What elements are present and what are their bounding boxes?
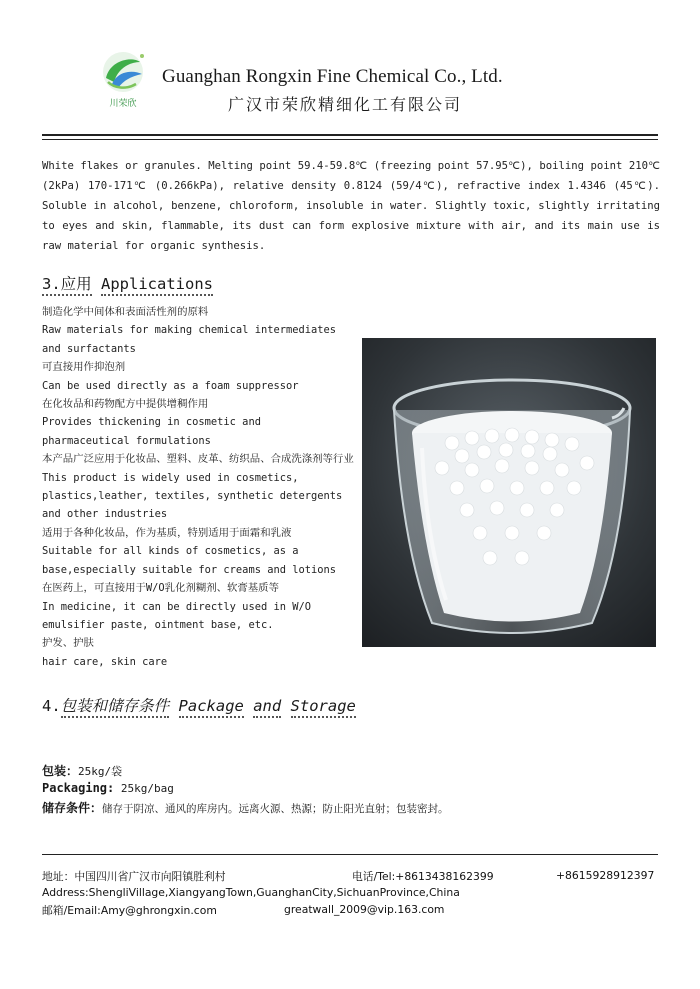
company-name-zh: 广汉市荣欣精细化工有限公司 [228, 97, 463, 114]
packaging-zh [42, 762, 122, 779]
packaging-en [42, 781, 174, 795]
footer-phone-2: +8615928912397 [556, 869, 655, 882]
section-4-title-zh: 包装和储存条件 [61, 697, 170, 718]
application-line: In medicine, it can be directly used in W/O emulsifier paste, ointment base, etc. [42, 600, 311, 631]
application-line: 适用于各种化妆品，作为基质，特别适用于面霜和乳液 [42, 526, 292, 539]
header-divider [42, 134, 658, 136]
packaging-en-label: Packaging: [42, 781, 115, 795]
applications-list [42, 303, 354, 671]
packaging-zh-label: 包装： [42, 764, 79, 778]
footer-address-zh: 地址：中国四川省广汉市向阳镇胜利村 [42, 870, 226, 883]
application-line: 在化妆品和药物配方中提供增稠作用 [42, 398, 209, 411]
product-beaker-photo [362, 338, 656, 647]
footer-email[interactable]: 邮箱/Email:Amy@ghrongxin.com [42, 904, 217, 917]
header-divider-thin [42, 139, 658, 140]
section-4-heading [42, 694, 356, 716]
application-line: 制造化学中间体和表面活性剂的原料 [42, 306, 209, 318]
product-description: White flakes or granules. Melting point 59.4-59.8℃ (freezing point 57.95℃), boiling point 210℃ (2kPa) 170-171℃ (0.266kPa), relative density 0.8124 (59/4℃), refractive index 1.4346 (45℃). Soluble in alcohol, benzene, chloroform, insoluble in water. Slightly toxic, slightly irritating to eyes and skin, flammable, its dust can form explosive mixture with air, and its main use is raw material for organic synthesis. [42, 160, 660, 252]
section-4-title-en-1: Package [179, 697, 244, 718]
storage-label: 储存条件： [42, 801, 103, 815]
storage-conditions [42, 799, 449, 816]
application-line: 护发、护肤 [42, 637, 94, 650]
footer-email-2[interactable]: greatwall_2009@vip.163.com [284, 903, 445, 916]
section-4-title-en-3: Storage [291, 697, 356, 718]
packaging-en-value: 25kg/bag [120, 782, 174, 795]
footer-address-en: Address:ShengliVillage,XiangyangTown,GuanghanCity,SichuanProvince,China [42, 886, 460, 899]
application-line: 可直接用作抑泡剂 [42, 361, 126, 374]
footer-phone: 电话/Tel:+8613438162399 [352, 870, 494, 883]
section-4-title-en-2: and [253, 697, 281, 718]
section-3-heading [42, 272, 213, 294]
packaging-zh-value: 25kg/袋 [78, 765, 123, 778]
storage-value: 储存于阴凉、通风的库房内。远离火源、热源；防止阳光直射；包装密封。 [102, 803, 449, 815]
application-line: hair care, skin care [42, 655, 168, 668]
logo-text: 川荣欣 [109, 99, 137, 109]
company-name-en: Guanghan Rongxin Fine Chemical Co., Ltd. [162, 66, 503, 87]
application-line: 本产品广泛应用于化妆品、塑料、皮革、纺织品、合成洗涤剂等行业 [42, 453, 354, 466]
application-line: This product is widely used in cosmetics, plastics,leather, textiles, synthetic detergents and other industries [42, 471, 343, 521]
application-line: Raw materials for making chemical intermediates and surfactants [42, 324, 337, 355]
application-line: Suitable for all kinds of cosmetics, as a base,especially suitable for creams and lotions [42, 545, 337, 576]
section-3-title: Applications [101, 275, 213, 296]
section-3-number: 3.应用 [42, 275, 92, 296]
footer-divider [42, 854, 658, 855]
application-line: 在医药上，可直接用于W/O乳化剂糊剂、软膏基质等 [42, 582, 279, 595]
application-line: Can be used directly as a foam suppressor [42, 379, 299, 392]
section-4-number: 4. [42, 697, 61, 715]
application-line: Provides thickening in cosmetic and pharmaceutical formulations [42, 416, 261, 447]
